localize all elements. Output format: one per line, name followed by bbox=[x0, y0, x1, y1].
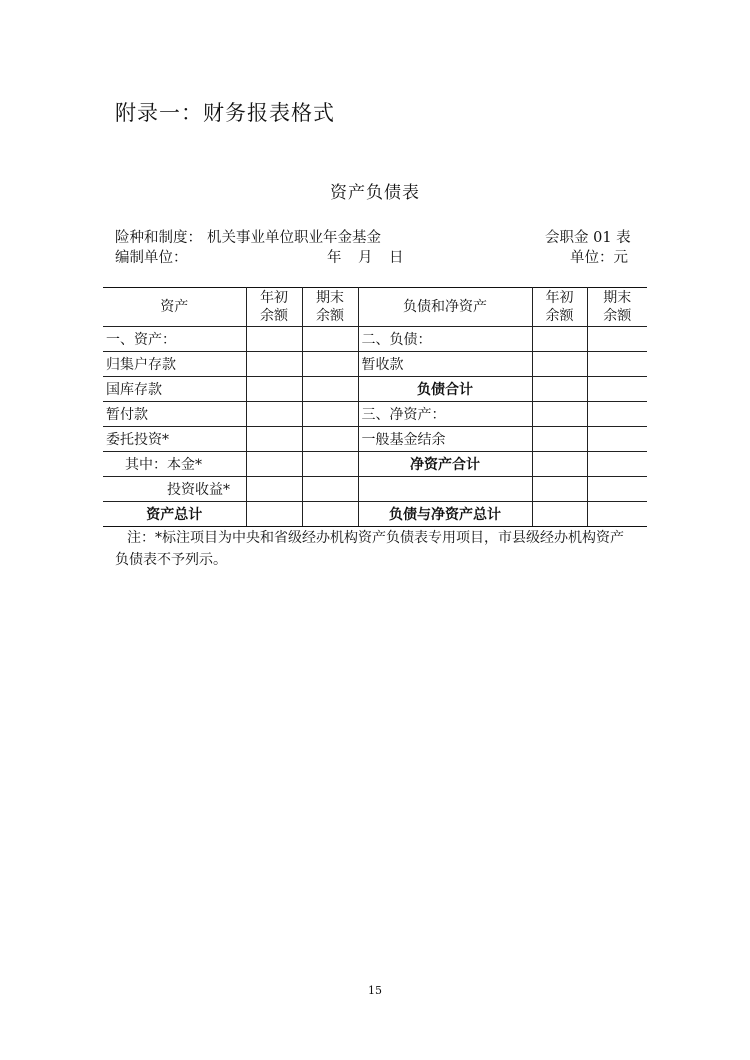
value-cell bbox=[246, 477, 302, 502]
liability-total: 负债合计 bbox=[358, 377, 532, 402]
compiler-label: 编制单位： bbox=[115, 250, 188, 266]
value-cell bbox=[532, 502, 587, 527]
table-row bbox=[103, 452, 647, 477]
unit-label: 单位：元 bbox=[570, 250, 628, 266]
liabilities-net-assets-total: 负债与净资产总计 bbox=[358, 502, 532, 527]
asset-item: 国库存款 bbox=[103, 377, 246, 402]
value-cell bbox=[246, 452, 302, 477]
value-cell bbox=[587, 402, 647, 427]
asset-item: 一、资产： bbox=[103, 327, 246, 352]
value-cell bbox=[246, 327, 302, 352]
balance-sheet-table bbox=[103, 287, 647, 527]
liability-item: 一般基金结余 bbox=[358, 427, 532, 452]
header-begin-line1: 年初 bbox=[260, 290, 288, 306]
table-row bbox=[103, 377, 647, 402]
value-cell bbox=[246, 427, 302, 452]
header-end-balance-2 bbox=[587, 288, 647, 327]
value-cell bbox=[302, 502, 358, 527]
header-end2-line2: 余额 bbox=[603, 308, 632, 324]
value-cell bbox=[587, 452, 647, 477]
value-cell bbox=[302, 377, 358, 402]
page-number: 15 bbox=[368, 984, 382, 997]
value-cell bbox=[587, 327, 647, 352]
header-begin2-line1: 年初 bbox=[545, 290, 574, 306]
report-title: 资产负债表 bbox=[330, 183, 420, 203]
liability-item bbox=[358, 477, 532, 502]
net-assets-total: 净资产合计 bbox=[358, 452, 532, 477]
value-cell bbox=[246, 377, 302, 402]
insurance-value: 机关事业单位职业年金基金 bbox=[207, 230, 381, 246]
header-end2-line1: 期末 bbox=[603, 290, 632, 306]
value-cell bbox=[532, 477, 587, 502]
value-cell bbox=[302, 452, 358, 477]
value-cell bbox=[587, 502, 647, 527]
table-row bbox=[103, 427, 647, 452]
day-label: 日 bbox=[389, 250, 404, 266]
value-cell bbox=[532, 452, 587, 477]
value-cell bbox=[302, 352, 358, 377]
asset-item: 投资收益* bbox=[103, 477, 246, 502]
value-cell bbox=[246, 502, 302, 527]
value-cell bbox=[532, 327, 587, 352]
header-begin-line2: 余额 bbox=[260, 308, 288, 324]
table-row bbox=[103, 402, 647, 427]
table-header-row bbox=[103, 288, 647, 327]
header-begin2-line2: 余额 bbox=[545, 308, 574, 324]
asset-item: 其中：本金* bbox=[103, 452, 246, 477]
liability-item: 暂收款 bbox=[358, 352, 532, 377]
liability-item: 二、负债： bbox=[358, 327, 532, 352]
value-cell bbox=[587, 427, 647, 452]
appendix-heading: 附录一：财务报表格式 bbox=[115, 101, 335, 125]
table-row bbox=[103, 502, 647, 527]
meta-row-compiler bbox=[115, 248, 635, 268]
header-end-line1: 期末 bbox=[316, 290, 344, 306]
value-cell bbox=[587, 352, 647, 377]
table-row bbox=[103, 327, 647, 352]
value-cell bbox=[532, 377, 587, 402]
value-cell bbox=[302, 327, 358, 352]
header-begin-balance bbox=[246, 288, 302, 327]
value-cell bbox=[587, 377, 647, 402]
header-end-line2: 余额 bbox=[316, 308, 344, 324]
month-label: 月 bbox=[358, 250, 373, 266]
value-cell bbox=[532, 402, 587, 427]
value-cell bbox=[246, 352, 302, 377]
value-cell bbox=[302, 477, 358, 502]
value-cell bbox=[302, 427, 358, 452]
footnote: 注：*标注项目为中央和省级经办机构资产负债表专用项目，市县级经办机构资产负债表不予列示。 bbox=[115, 530, 624, 568]
asset-item: 委托投资* bbox=[103, 427, 246, 452]
header-liabilities: 负债和净资产 bbox=[358, 288, 532, 327]
header-end-balance bbox=[302, 288, 358, 327]
assets-total: 资产总计 bbox=[103, 502, 246, 527]
header-assets: 资产 bbox=[103, 288, 246, 327]
meta-row-insurance bbox=[115, 228, 635, 248]
value-cell bbox=[532, 352, 587, 377]
value-cell bbox=[587, 477, 647, 502]
asset-item: 归集户存款 bbox=[103, 352, 246, 377]
form-code: 会职金 01 表 bbox=[545, 230, 631, 246]
asset-item: 暂付款 bbox=[103, 402, 246, 427]
value-cell bbox=[246, 402, 302, 427]
value-cell bbox=[302, 402, 358, 427]
year-label: 年 bbox=[327, 250, 342, 266]
insurance-label: 险种和制度： bbox=[115, 230, 202, 246]
liability-item: 三、净资产： bbox=[358, 402, 532, 427]
header-begin-balance-2 bbox=[532, 288, 587, 327]
value-cell bbox=[532, 427, 587, 452]
table-row bbox=[103, 352, 647, 377]
table-row bbox=[103, 477, 647, 502]
